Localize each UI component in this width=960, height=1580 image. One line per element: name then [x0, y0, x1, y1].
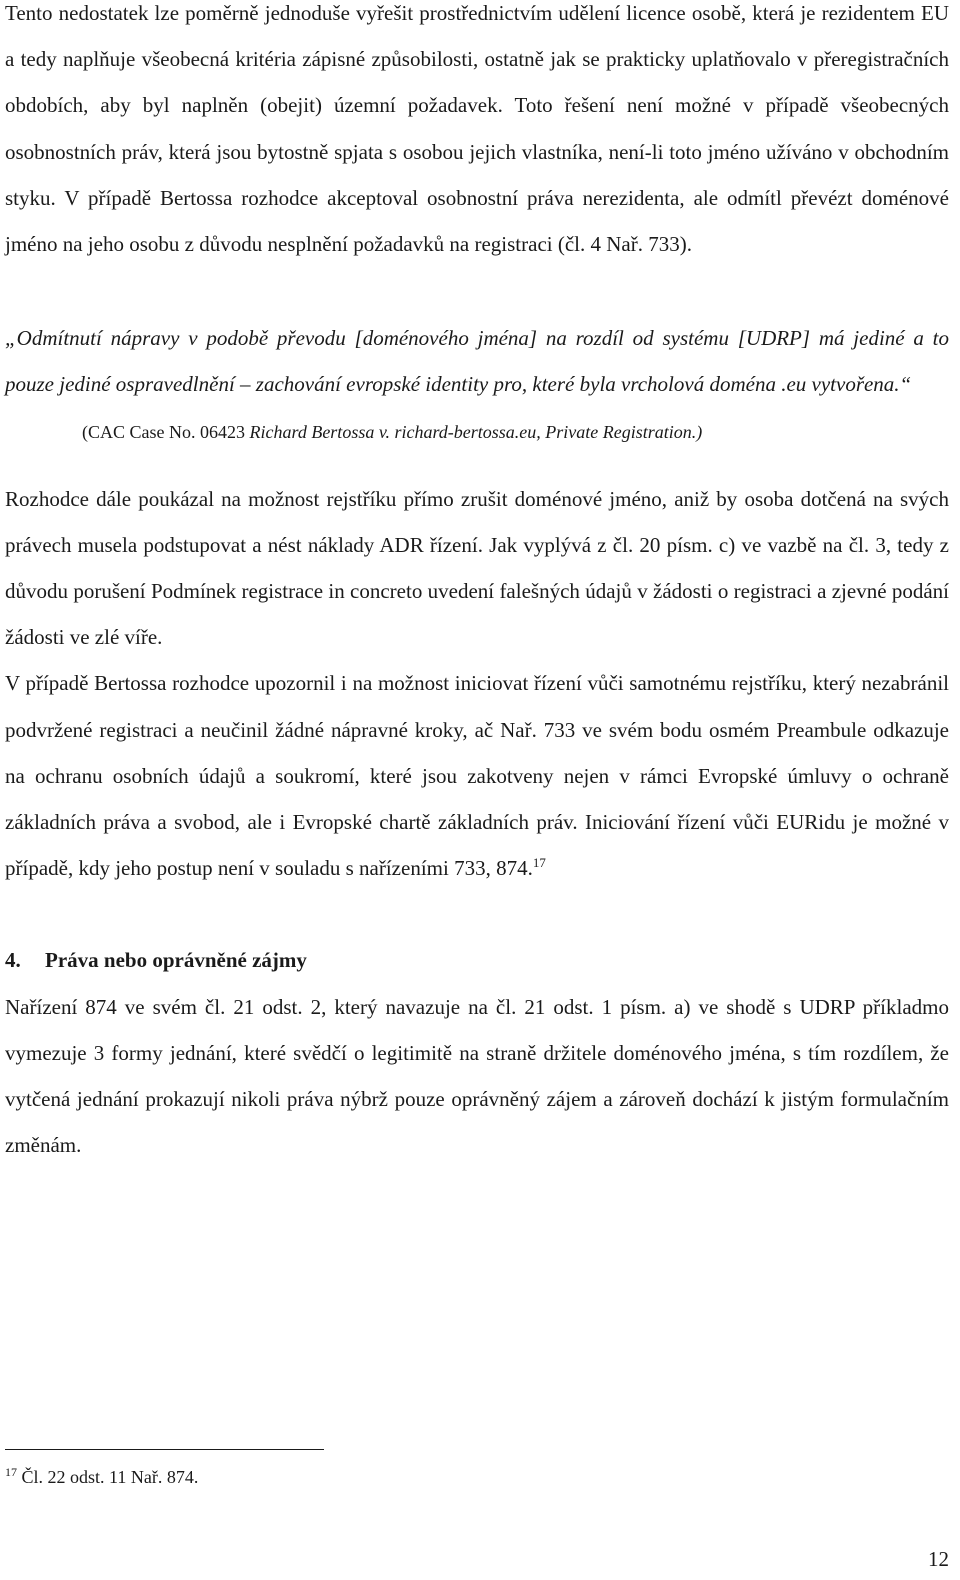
footnote-separator — [5, 1449, 324, 1450]
block-quote: „Odmítnutí nápravy v podobě převodu [doménového jména] na rozdíl od systému [UDRP] má jediné a to pouze jediné ospravedlnění – zachování evropské identity pro, které byla vrcholová doména .eu vytvořena.“ — [5, 326, 949, 397]
quote-citation — [82, 420, 949, 444]
footnote-text: Čl. 22 odst. 11 Nař. 874. — [17, 1467, 199, 1487]
paragraph-registry-proceedings — [5, 660, 949, 891]
paragraph-licence: Tento nedostatek lze poměrně jednoduše vyřešit prostřednictvím udělení licence osobě, která je rezidentem EU a tedy naplňuje všeobecná kritéria zápisné způsobilosti, ostatně jak se prakticky uplatňovalo v přeregistračních obdobích, aby byl naplněn (obejit) územní požadavek. Toto řešení není možné v případě všeobecných osobnostních práv, která jsou bytostně spjata s osobou jejich vlastníka, není-li toto jméno užíváno v obchodním styku. V případě Bertossa rozhodce akceptoval osobnostní práva nerezidenta, ale odmítl převézt doménové jméno na jeho osobu z důvodu nesplnění požadavků na registraci (čl. 4 Nař. 733). — [5, 1, 949, 257]
citation-case-number: (CAC Case No. 06423 — [82, 421, 250, 442]
document-page — [5, 0, 949, 1168]
footnote-mark: 17 — [5, 1465, 17, 1479]
section-heading — [5, 937, 949, 983]
section-number: 4. — [5, 948, 21, 973]
footnote — [5, 1465, 198, 1489]
paragraph-registry-cancellation: Rozhodce dále poukázal na možnost rejstříku přímo zrušit doménové jméno, aniž by osoba dotčená na svých právech musela podstupovat a nést náklady ADR řízení. Jak vyplývá z čl. 20 písm. c) ve vazbě na čl. 3, tedy z důvodu porušení Podmínek registrace in concreto uvedení falešných údajů v žádosti o registraci a zjevné podání žádosti ve zlé víře. — [5, 486, 949, 650]
page-number: 12 — [928, 1547, 949, 1571]
citation-case-name: Richard Bertossa v. richard-bertossa.eu, Private Registration.) — [249, 421, 703, 442]
paragraph-registry-proceedings-text: V případě Bertossa rozhodce upozornil i na možnost iniciovat řízení vůči samotnému rejstříku, který nezabránil podvržené registraci a neučinil žádné nápravné kroky, ač Nař. 733 ve svém bodu osmém Preambule odkazuje na ochranu osobních údajů a soukromí, které jsou zakotveny nejen v rámci Evropské úmluvy o ochraně základních práva a svobod, ale i Evropské chartě základních práv. Iniciování řízení vůči EURidu je možné v případě, kdy jeho postup není v souladu s nařízeními 733, 874. — [5, 671, 949, 881]
paragraph-regulation-874: Nařízení 874 ve svém čl. 21 odst. 2, který navazuje na čl. 21 odst. 1 písm. a) ve shodě s UDRP příkladmo vymezuje 3 formy jednání, které svědčí o legitimitě na straně držitele doménového jména, s tím rozdílem, že vytčená jednání prokazují nikoli práva nýbrž pouze oprávněný zájem a zároveň dochází k jistým formulačním změnám. — [5, 994, 949, 1158]
section-title: Práva nebo oprávněné zájmy — [45, 948, 307, 973]
footnote-reference[interactable]: 17 — [532, 855, 546, 871]
